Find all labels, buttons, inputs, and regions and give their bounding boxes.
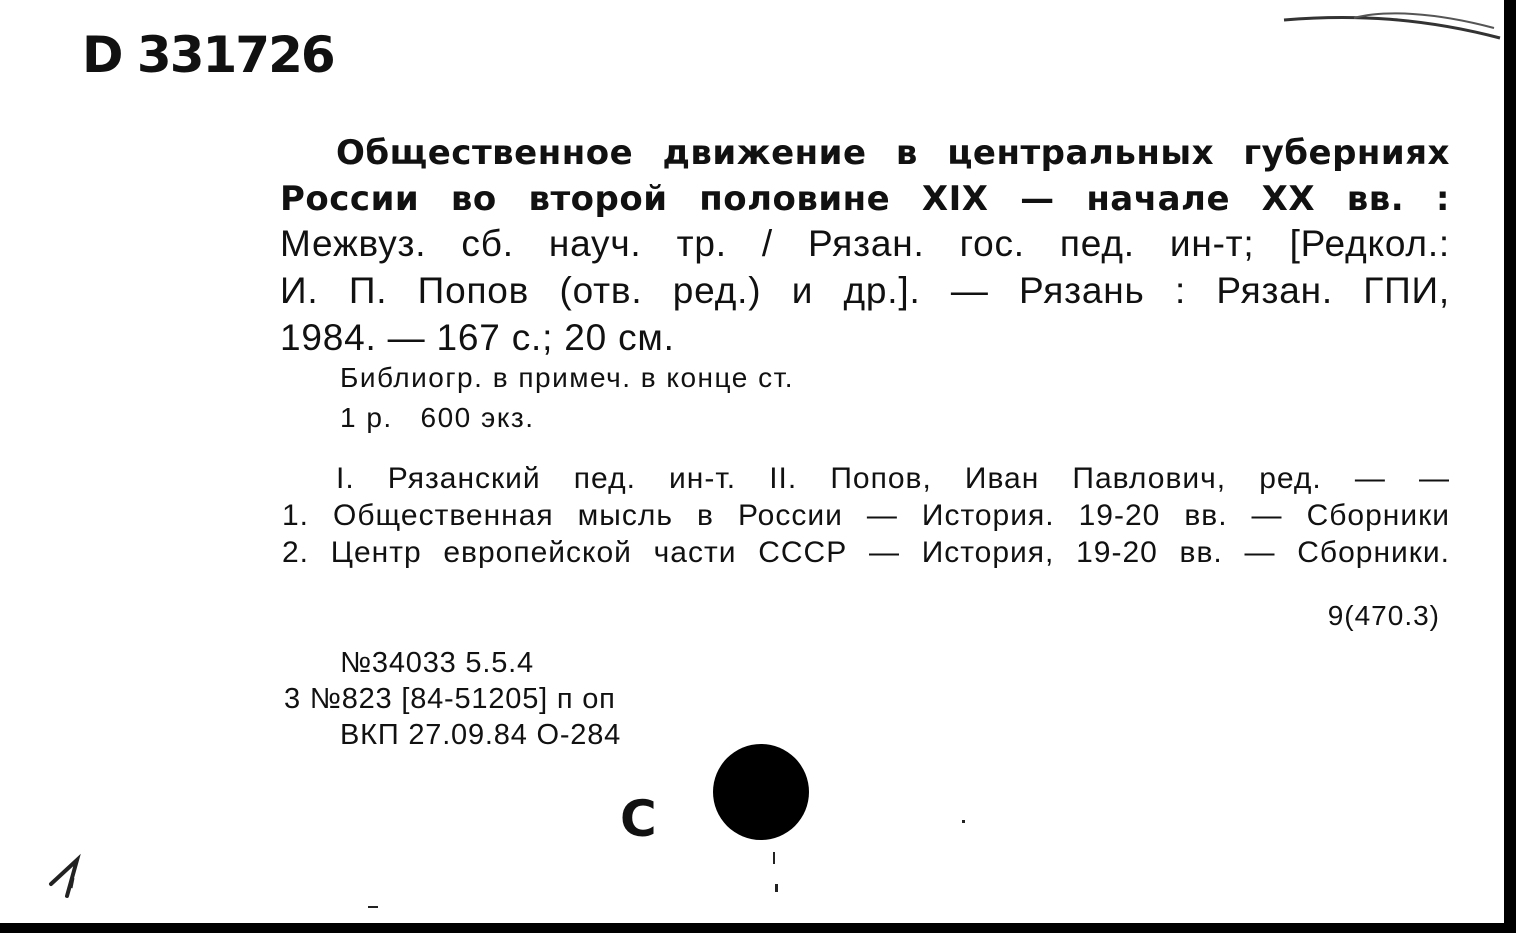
- service-info: [284, 645, 621, 753]
- service-line: ВКП 27.09.84 О-284: [340, 719, 622, 751]
- imprint-line: 1984. — 167 с.; 20 см.: [280, 317, 675, 358]
- tracings: [282, 460, 1450, 571]
- torn-corner-mark: [1204, 0, 1504, 60]
- tracing-line: 1. Общественная мысль в России — История. 19-20 вв. — Сборники: [282, 499, 1450, 532]
- speck: [368, 906, 378, 908]
- tracing-line: I. Рязанский пед. ин-т. II. Попов, Иван Павлович, ред. — —: [336, 462, 1450, 495]
- title-line: Общественное движение в центральных губерниях: [336, 133, 1450, 173]
- punch-dot: [713, 744, 809, 840]
- classification-code: 9(470.3): [1327, 600, 1440, 631]
- imprint-line: И. П. Попов (отв. ред.) и др.]. — Рязань : Рязан. ГПИ,: [280, 270, 1450, 311]
- speck: [775, 884, 778, 892]
- call-number: D 331726: [82, 26, 334, 84]
- service-line: №34033 5.5.4: [340, 647, 534, 679]
- imprint: [280, 220, 1450, 361]
- service-line: 3 №823 [84-51205] п оп: [284, 683, 616, 715]
- handwritten-mark: [45, 848, 115, 908]
- speck: [773, 852, 775, 864]
- tracing-line: 2. Центр европейской части СССР — История, 19-20 вв. — Сборники.: [282, 536, 1450, 569]
- title-line: России во второй половине XIX — начале XX вв. :: [280, 179, 1450, 219]
- notes: [340, 358, 794, 438]
- bibliography-note: Библиогр. в примеч. в конце ст.: [340, 362, 795, 393]
- price-note: 1 р. 600 экз.: [340, 402, 535, 433]
- mark-letter: С: [620, 790, 657, 848]
- speck: [962, 820, 965, 823]
- imprint-line: Межвуз. сб. науч. тр. / Рязан. гос. пед. ин-т; [Редкол.:: [280, 223, 1450, 264]
- book-title: [280, 130, 1450, 222]
